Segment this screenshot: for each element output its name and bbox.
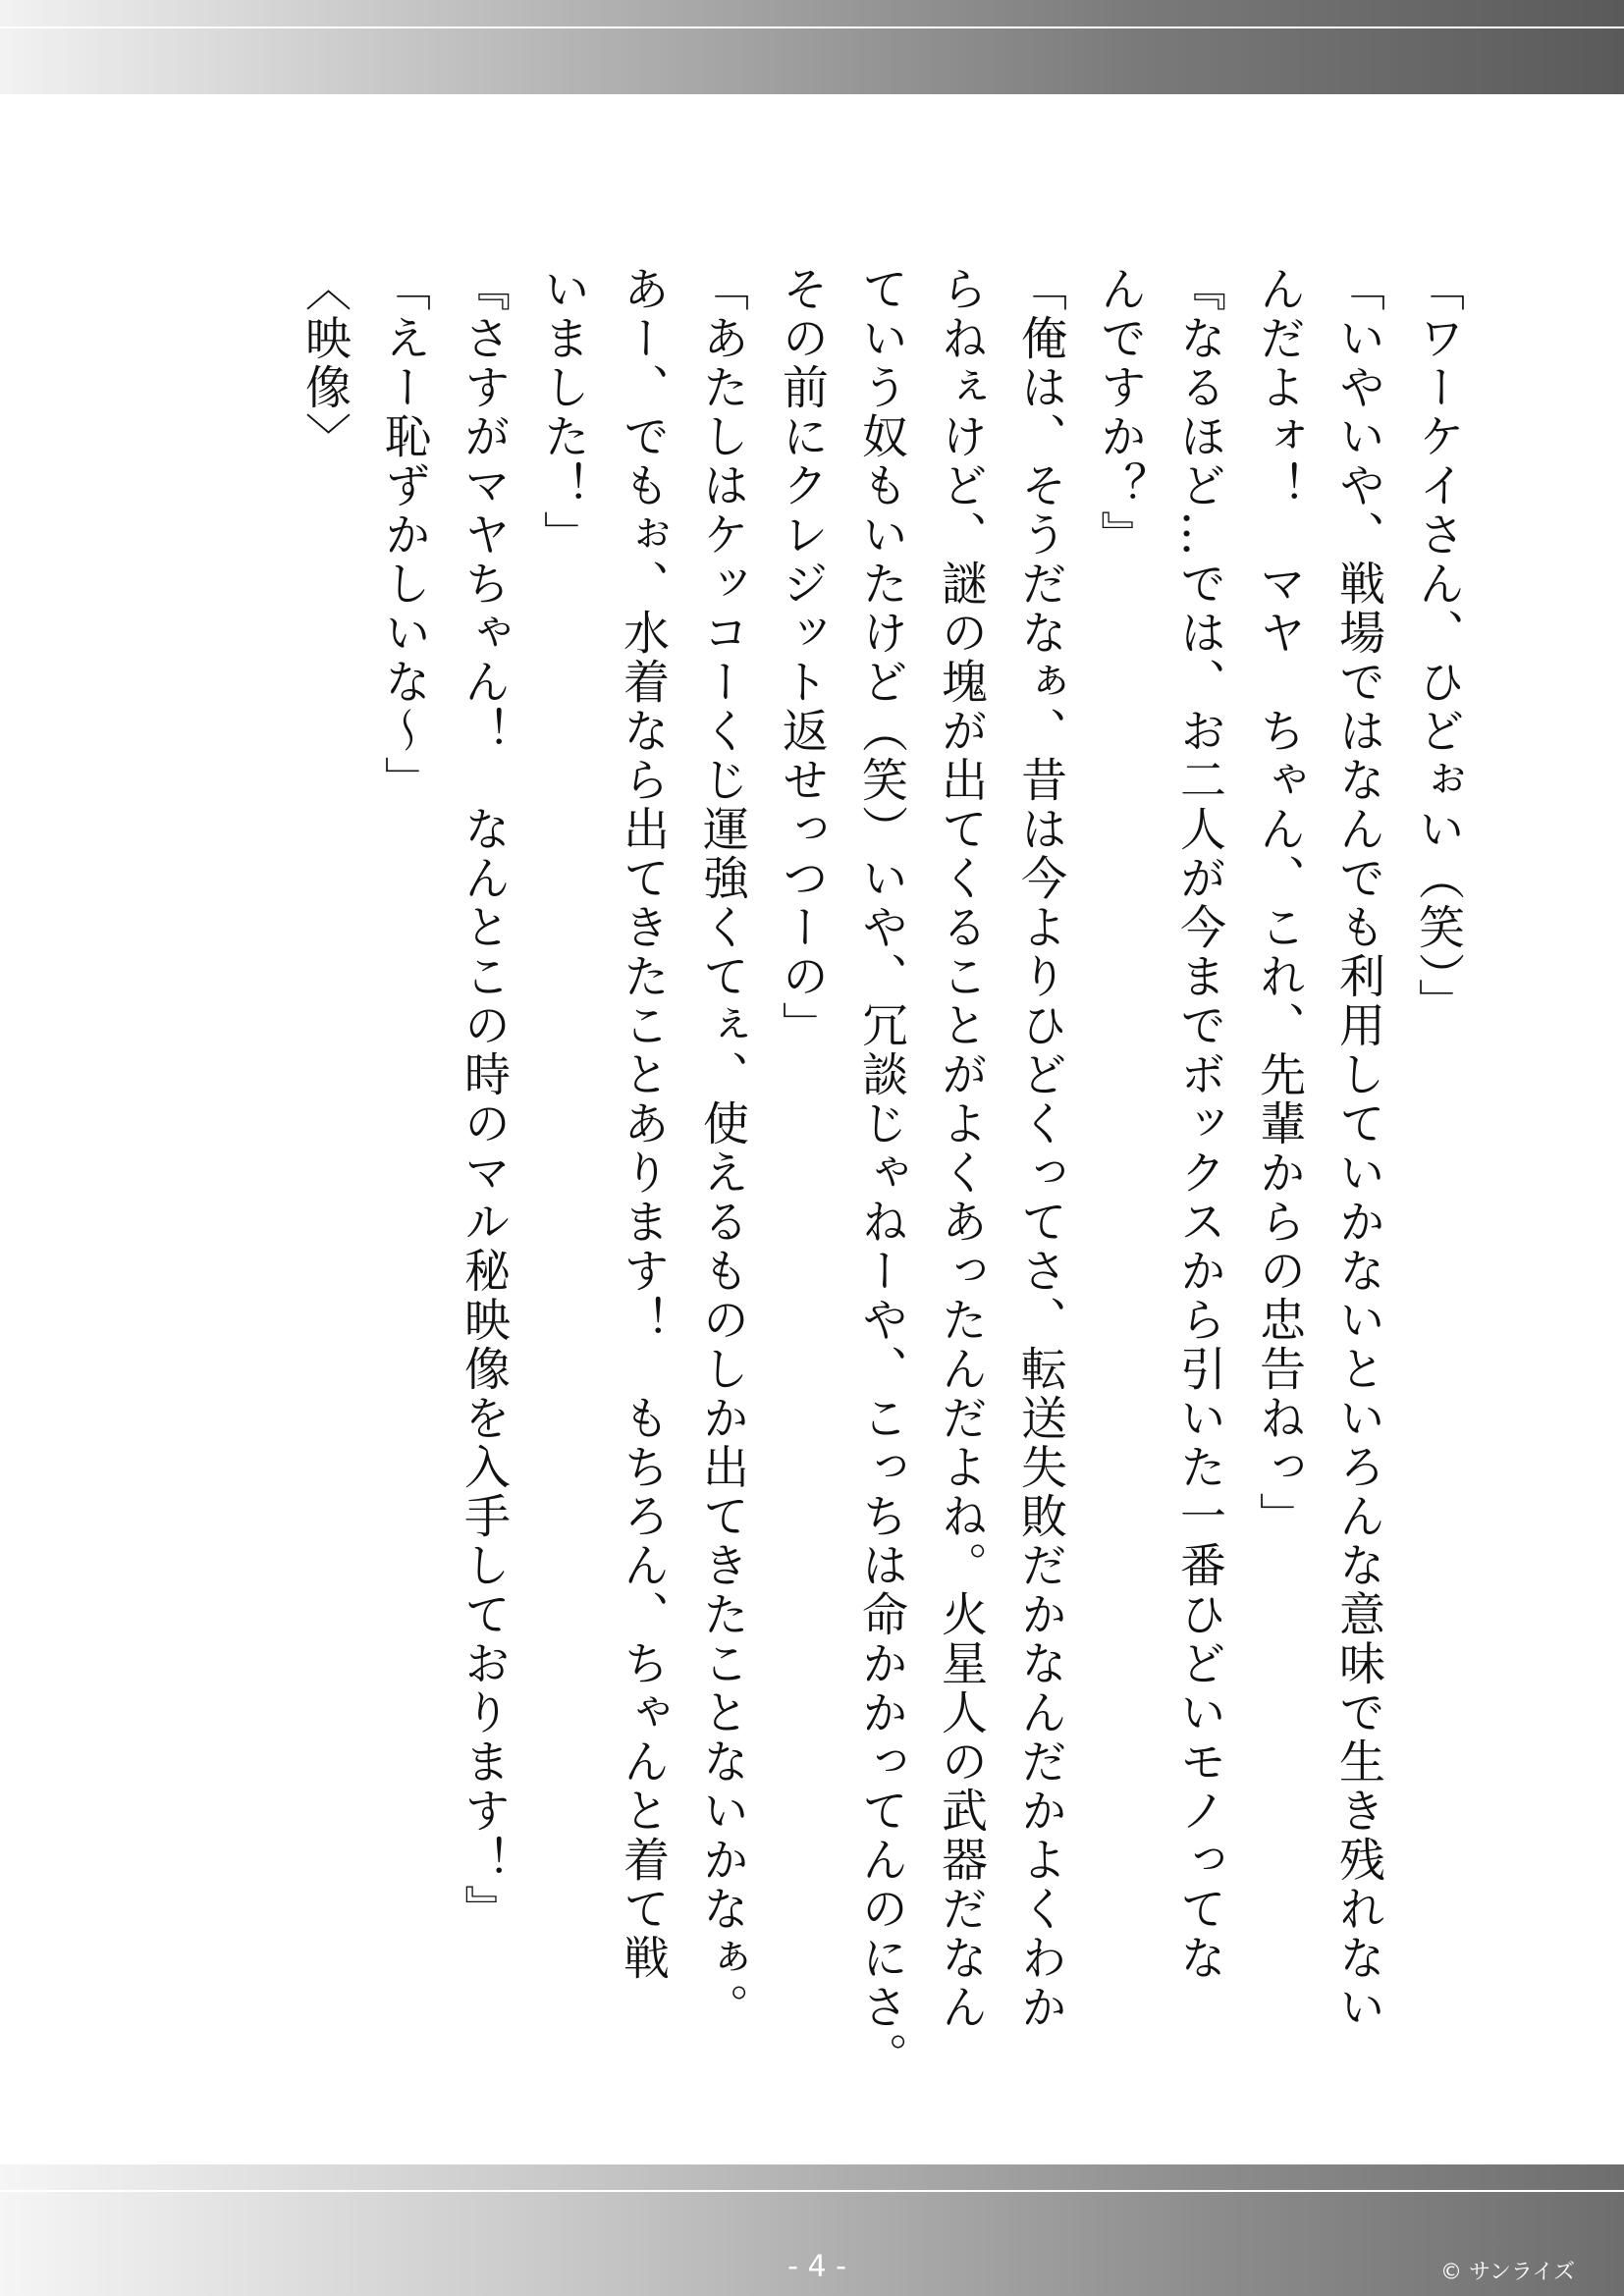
footer-divider — [0, 2190, 1624, 2192]
text-line: らねぇけど、謎の塊が出てくることがよくあったんだよね。火星人の武器だなん — [934, 265, 988, 2032]
text-line: んだよォ！ マヤ ちゃん、これ、先輩からの忠告ねっ」 — [1252, 265, 1306, 1541]
copyright-notice: © サンライズ — [1439, 2260, 1575, 2285]
header-band — [0, 0, 1624, 94]
vertical-text-body — [172, 265, 1478, 2081]
text-line: 『さすがマヤちゃん！ なんとこの時のマル秘映像を入手しております！』 — [457, 265, 511, 1934]
text-line: んですか？』 — [1093, 265, 1147, 560]
text-line: その前にクレジット返せっつーの」 — [775, 265, 829, 1050]
text-line: 『なるほど…では、お二人が今までボックスから引いた一番ひどいモノってな — [1172, 265, 1226, 1983]
text-line: 「あたしはケッコーくじ運強くてぇ、使えるものしか出てきたことないかなぁ。 — [695, 265, 749, 2032]
text-line: あー、でもぉ、水着なら出てきたことあります！ もちろん、ちゃんと着て戦 — [616, 265, 670, 1983]
text-line: 「えー恥ずかしいな～」 — [377, 265, 431, 805]
text-line: 「俺は、そうだなぁ、昔は今よりひどくってさ、転送失敗だかなんだかよくわか — [1013, 265, 1067, 2032]
text-line: 「ワーケイさん、ひどぉい（笑）」 — [1411, 265, 1465, 1028]
text-line: いました！」 — [536, 265, 590, 560]
header-divider — [0, 27, 1624, 28]
text-line: 「いやいや、戦場ではなんでも利用していかないといろんな意味で生き残れない — [1331, 265, 1385, 2032]
page-number: - 4 - — [787, 2249, 846, 2284]
text-line: ていう奴もいたけど（笑）いや、冗談じゃねーや、こっちは命かかってんのにさ。 — [854, 265, 908, 2081]
section-heading: 〈映像〉 — [298, 265, 352, 461]
